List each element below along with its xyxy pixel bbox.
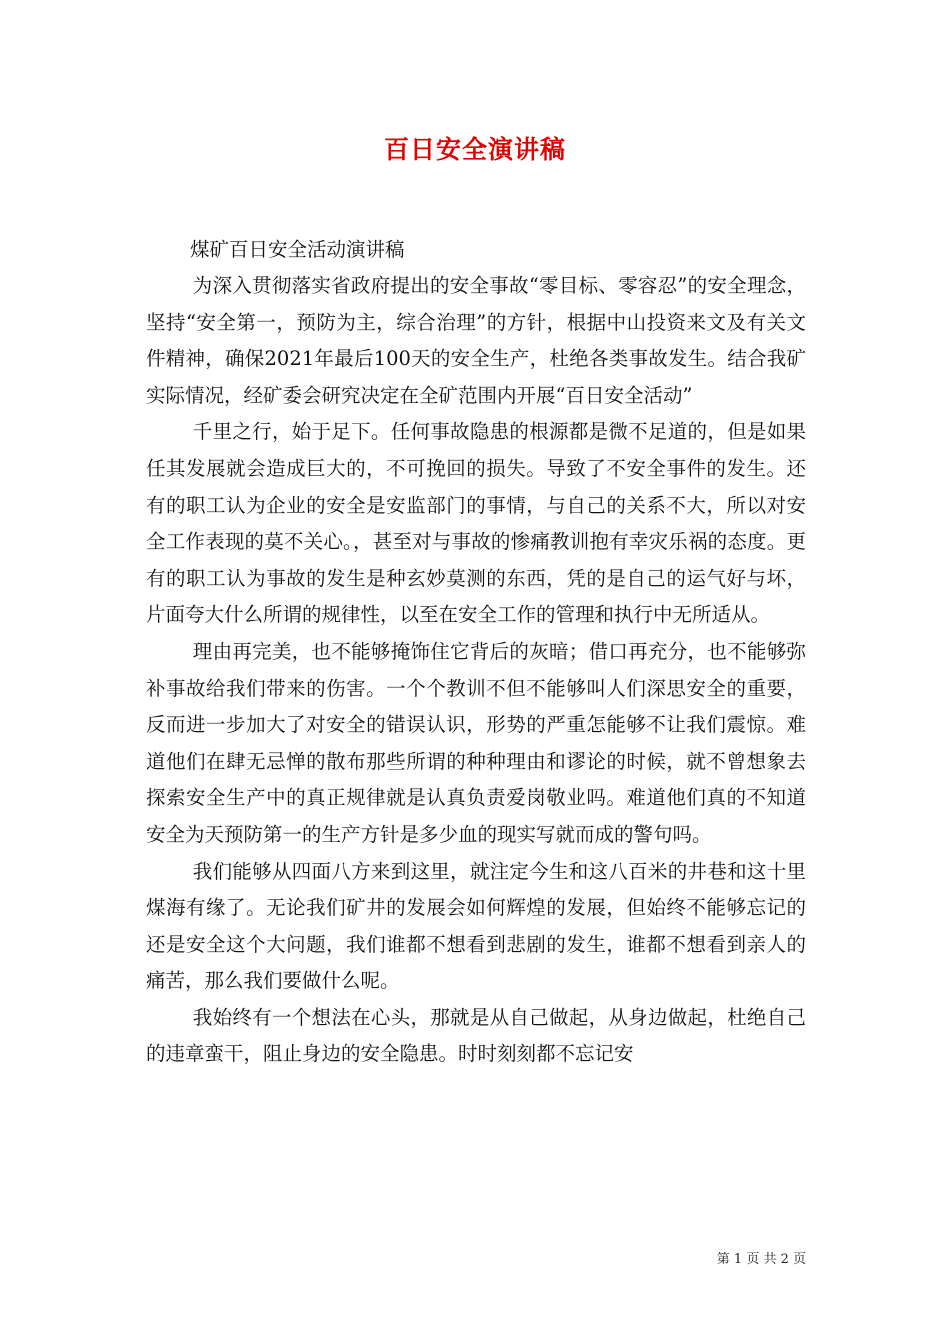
- document-body: [146, 232, 806, 1073]
- page-number: 第 1 页 共 2 页: [716, 1252, 806, 1267]
- paragraph-4: 我们能够从四面八方来到这里，就注定今生和这八百米的井巷和这十里煤海有缘了。无论我们矿井的发展会如何辉煌的发展，但始终不能够忘记的还是安全这个大问题，我们谁都不想看到悲剧的发生，谁都不想看到亲人的痛苦，那么我们要做什么呢。: [146, 859, 806, 993]
- paragraph-1: 为深入贯彻落实省政府提出的安全事故“零目标、零容忍”的安全理念，坚持“安全第一，预防为主，综合治理”的方针，根据中山投资来文及有关文件精神，确保2021年最后100天的安全生产，杜绝各类事故发生。结合我矿实际情况，经矿委会研究决定在全矿范围内开展“百日安全活动”: [146, 274, 806, 407]
- paragraph-5: 我始终有一个想法在心头，那就是从自己做起，从身边做起，杜绝自己的违章蛮干，阻止身边的安全隐患。时时刻刻都不忘记安: [146, 1005, 806, 1066]
- paragraph-3: 理由再完美，也不能够掩饰住它背后的灰暗；借口再充分，也不能够弥补事故给我们带来的伤害。一个个教训不但不能够叫人们深思安全的重要，反而进一步加大了对安全的错误认识，形势的严重怎能够不让我们震惊。难道他们在肆无忌惮的散布那些所谓的种种理由和谬论的时候，就不曾想象去探索安全生产中的真正规律就是认真负责爱岗敬业吗。难道他们真的不知道安全为天预防第一的生产方针是多少血的现实写就而成的警句吗。: [146, 639, 806, 846]
- document-title: 百日安全演讲稿: [383, 135, 566, 164]
- paragraph-2: 千里之行，始于足下。任何事故隐患的根源都是微不足道的，但是如果任其发展就会造成巨大的，不可挽回的损失。导致了不安全事件的发生。还有的职工认为企业的安全是安监部门的事情，与自己的关系不大，所以对安全工作表现的莫不关心。，甚至对与事故的惨痛教训抱有幸灾乐祸的态度。更有的职工认为事故的发生是种玄妙莫测的东西，凭的是自己的运气好与坏，片面夸大什么所谓的规律性，以至在安全工作的管理和执行中无所适从。: [146, 420, 806, 627]
- document-subtitle: 煤矿百日安全活动演讲稿: [190, 238, 405, 261]
